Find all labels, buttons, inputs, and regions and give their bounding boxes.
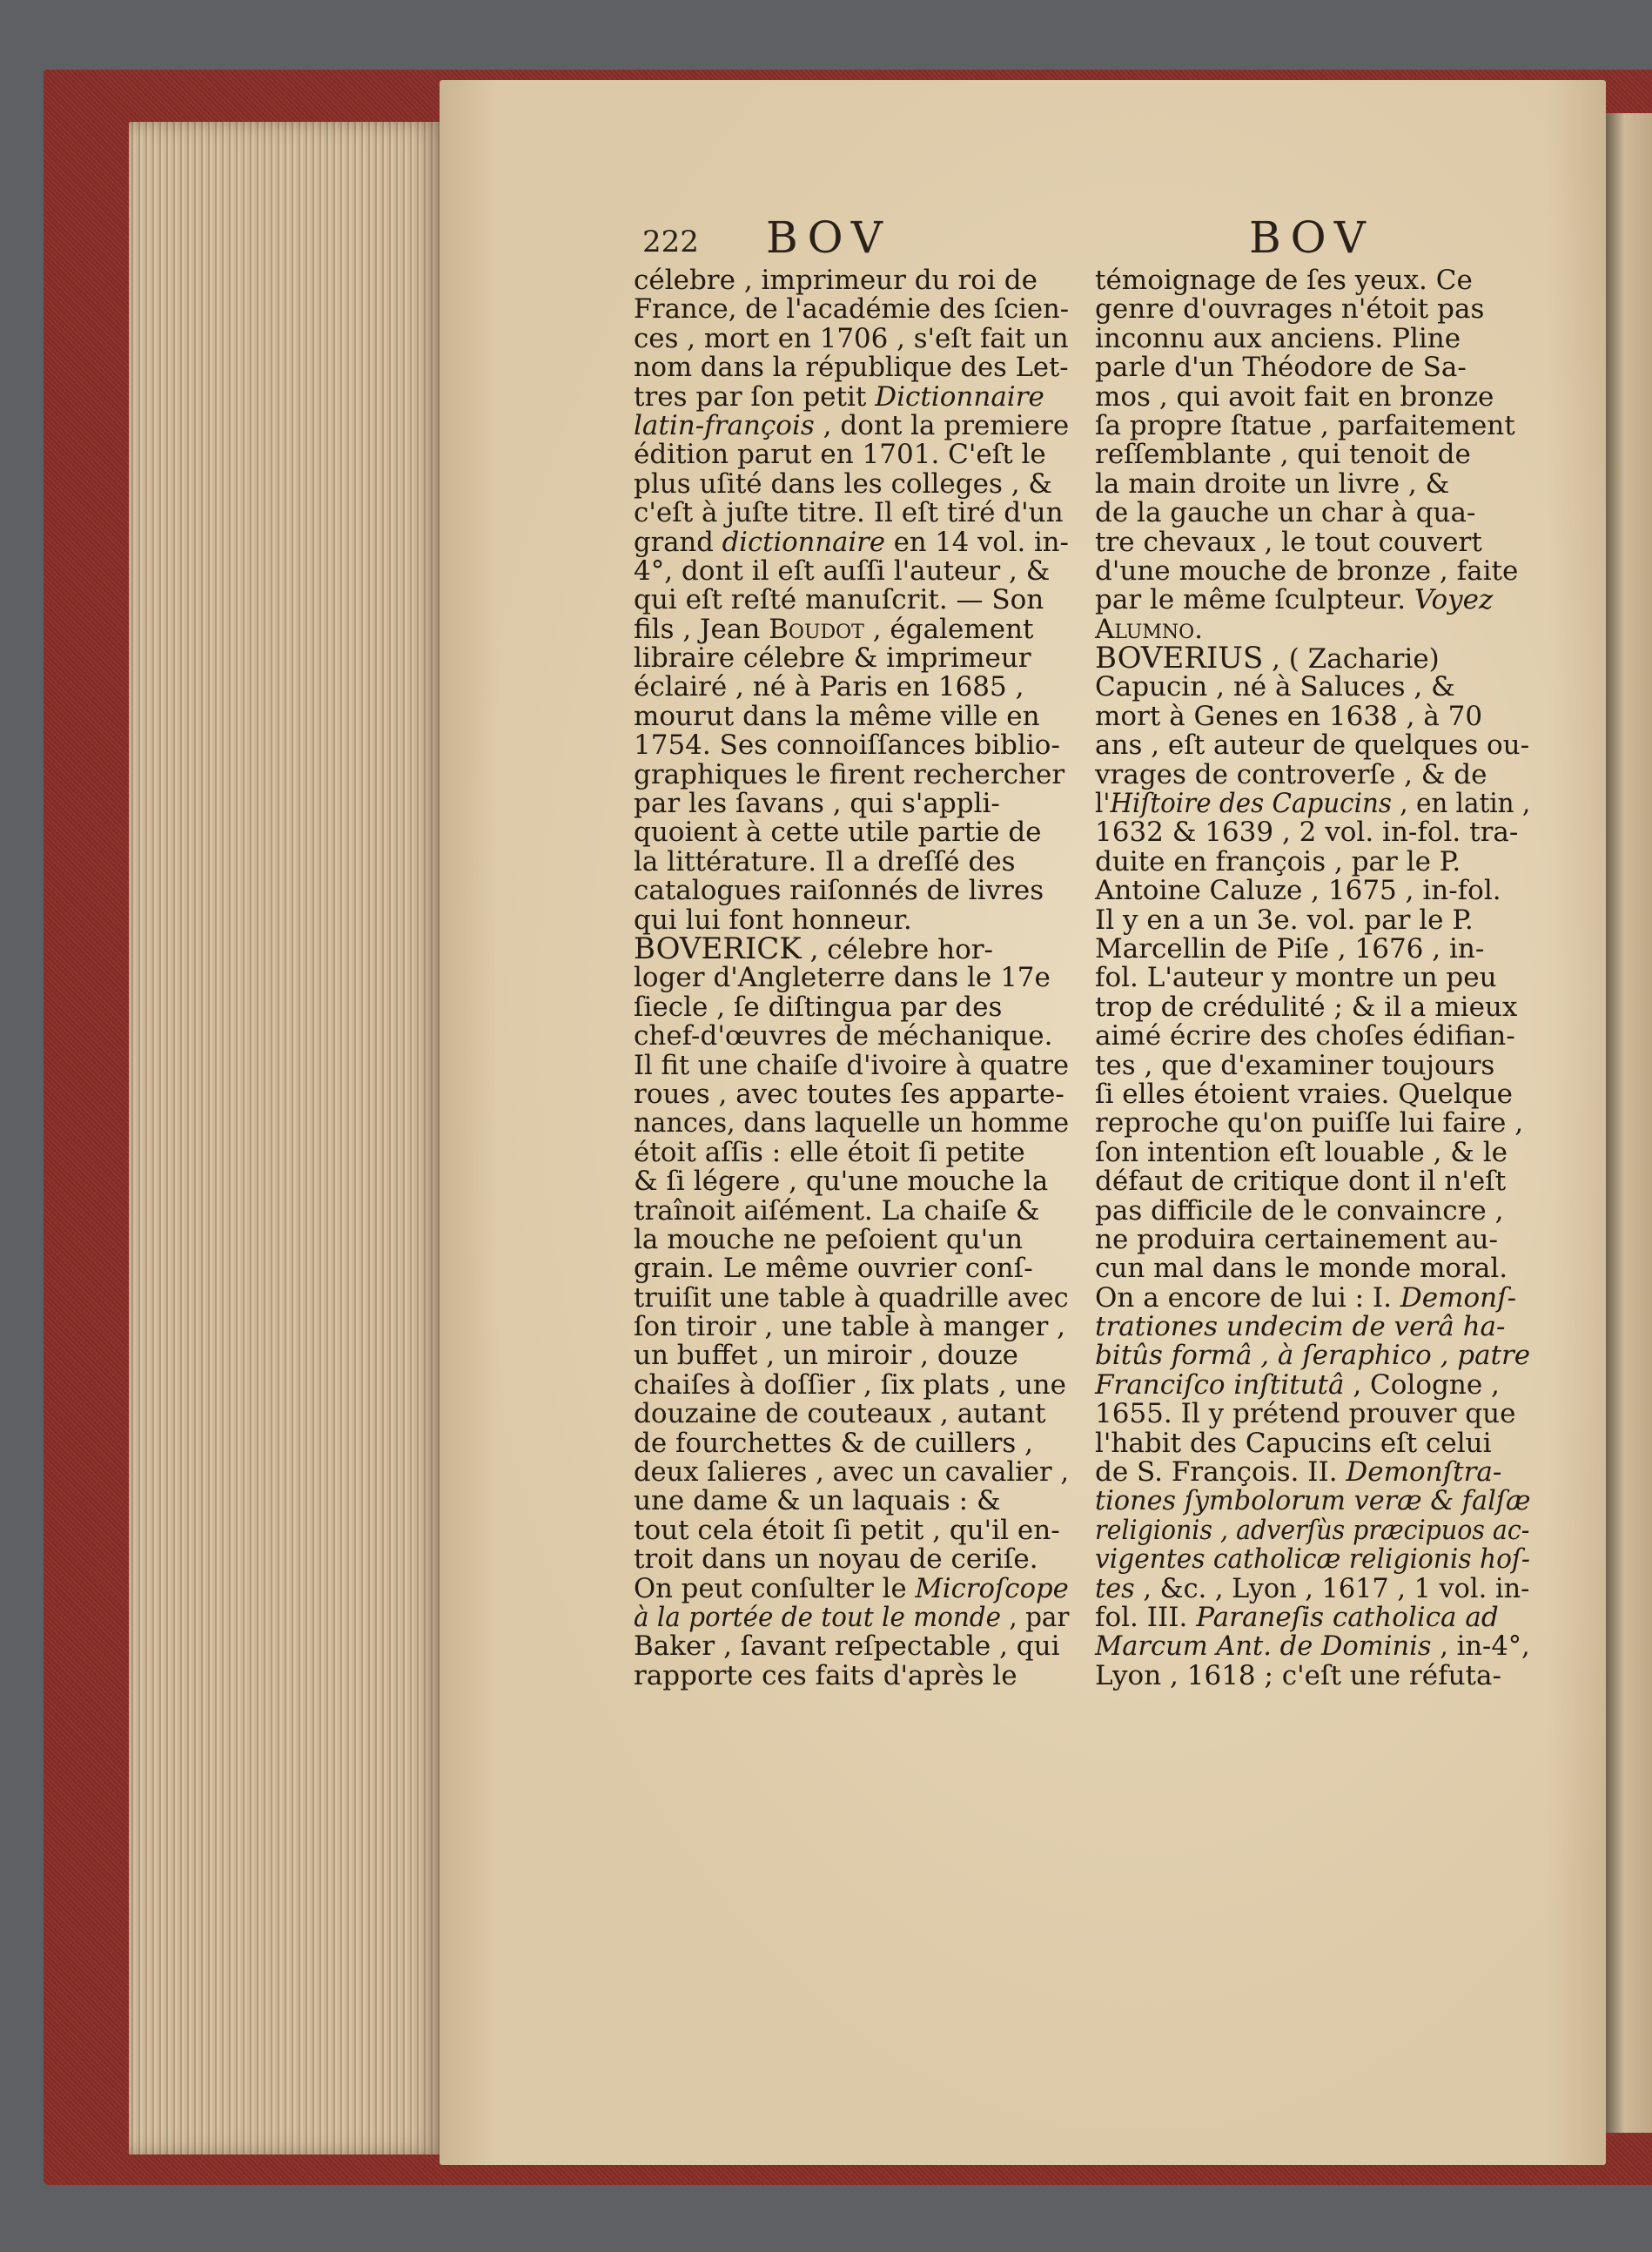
text-line — [1095, 1458, 1530, 1487]
text-line — [1095, 1136, 1530, 1168]
text-run: , dont la premiere — [814, 409, 1070, 441]
text-run: deux ſalieres , avec un cavalier , — [634, 1456, 1070, 1489]
text-run: ne produira certainement au- — [1095, 1223, 1499, 1255]
text-run: religionis , adverſùs præcipuos ac- — [1095, 1514, 1530, 1546]
text-run: , célebre hor- — [801, 933, 994, 965]
text-line — [634, 1368, 1069, 1401]
text-run: une dame & un laquais : & — [634, 1485, 1001, 1517]
text-line — [634, 1545, 1069, 1574]
text-line — [1095, 993, 1530, 1022]
text-run: On peut conſulter le — [634, 1572, 916, 1604]
text-run: tes , que d'examiner toujours — [1095, 1049, 1495, 1081]
text-line — [1095, 731, 1530, 760]
text-run: ans , eſt auteur de quelques ou- — [1095, 729, 1530, 762]
text-line — [634, 1223, 1069, 1255]
text-run: tout cela étoit ſi petit , qu'il en- — [634, 1514, 1060, 1546]
text-line — [634, 1136, 1069, 1168]
text-line — [1095, 788, 1531, 820]
text-run: duite en françois , par le P. — [1095, 845, 1461, 877]
text-line — [634, 440, 1069, 469]
text-line — [1095, 1514, 1530, 1546]
text-line — [634, 1516, 1069, 1545]
text-line — [634, 1281, 1069, 1314]
text-run: aimé écrire des choſes édifian- — [1095, 1020, 1515, 1052]
text-line — [1095, 1313, 1530, 1341]
text-line — [634, 1456, 1070, 1489]
text-line — [634, 1313, 1069, 1341]
text-run: grain. Le même ouvrier conſ- — [634, 1253, 1033, 1285]
text-line — [634, 702, 1069, 731]
text-line — [1095, 906, 1530, 935]
text-run: libraire célebre & imprimeur — [634, 642, 1031, 675]
text-line — [634, 1429, 1069, 1458]
text-run: pas difficile de le convaincre , — [1095, 1194, 1504, 1227]
text-line — [1095, 641, 1530, 676]
text-line — [1095, 1022, 1530, 1051]
text-run: rapporte ces faits d'après le — [634, 1659, 1017, 1691]
text-line — [634, 845, 1069, 877]
text-line — [634, 1107, 1070, 1139]
text-line — [634, 1601, 1070, 1633]
text-run: tiones ſymbolorum veræ & falſæ — [1095, 1485, 1531, 1517]
text-line — [1095, 295, 1530, 324]
text-run: quoient à cette utile partie de — [634, 817, 1042, 849]
text-run: nom dans la république des Let- — [634, 352, 1069, 384]
text-run: de S. François. II. — [1095, 1456, 1346, 1489]
text-run: chaiſes à doſſier , ſix plats , une — [634, 1368, 1066, 1401]
text-run: loger d'Angleterre dans le 17e — [634, 962, 1051, 994]
text-run: qui eſt reſté manuſcrit. — Son — [634, 584, 1044, 616]
text-run: traînoit aiſément. La chaiſe & — [634, 1194, 1040, 1227]
text-run: Microſcope — [915, 1572, 1069, 1604]
text-line — [634, 1632, 1069, 1661]
text-run: Antoine Caluze , 1675 , in-fol. — [1095, 875, 1501, 907]
text-run: , ( Zacharie) — [1263, 643, 1440, 676]
text-run: ſi elles étoient vraies. Quelque — [1095, 1078, 1514, 1110]
text-run: par les ſavans , qui s'appli- — [634, 788, 1000, 820]
text-run: Il y en a un 3e. vol. par le P. — [1095, 904, 1474, 936]
text-run: 1632 & 1639 , 2 vol. in-fol. tra- — [1095, 817, 1519, 849]
text-run: la mouche ne peſoient qu'un — [634, 1223, 1024, 1255]
text-run: tre chevaux , le tout couvert — [1095, 526, 1482, 558]
text-line — [634, 818, 1069, 847]
text-run: troit dans un noyau de ceriſe. — [634, 1543, 1038, 1576]
text-line — [1095, 932, 1530, 965]
text-run: mos , qui avoit fait en bronze — [1095, 380, 1494, 413]
text-run: & ſi légere , qu'une mouche la — [634, 1166, 1049, 1198]
text-run: d'une mouche de bronze , faite — [1095, 555, 1519, 587]
text-run: , Cologne , — [1344, 1368, 1500, 1401]
text-line — [634, 731, 1069, 760]
text-run: ſon intention eſt louable , & le — [1095, 1136, 1508, 1168]
text-run: 1655. Il y prétend prouver que — [1095, 1398, 1516, 1430]
text-run: l'habit des Capucins eſt celui — [1095, 1427, 1492, 1459]
text-line — [634, 557, 1069, 586]
text-run: Il fit une chaiſe d'ivoire à quatre — [634, 1049, 1070, 1081]
text-line — [634, 526, 1069, 558]
running-head-right: BOV — [1249, 212, 1374, 263]
text-run: latin-françois — [634, 409, 815, 441]
text-run: 1754. Ses connoiſſances biblio- — [634, 729, 1060, 762]
text-line — [1095, 1281, 1530, 1314]
text-line — [634, 964, 1069, 992]
text-line — [1095, 1080, 1530, 1109]
text-line — [1095, 758, 1530, 790]
text-run: parle d'un Théodore de Sa- — [1095, 352, 1467, 384]
text-run: , en latin , — [1391, 788, 1531, 820]
text-run: vrages de controverſe , & de — [1095, 758, 1487, 790]
text-run: reproche qu'on puiſſe lui faire , — [1095, 1107, 1524, 1139]
text-line — [634, 615, 1069, 644]
text-line — [1095, 1603, 1530, 1632]
text-run: Paraneſis catholica ad — [1196, 1601, 1499, 1633]
text-line — [634, 1341, 1069, 1370]
text-run: trationes undecim de verâ ha- — [1095, 1311, 1506, 1343]
text-run: graphiques le firent rechercher — [634, 758, 1065, 790]
text-line — [634, 1049, 1070, 1081]
text-run: défaut de critique dont il n'eſt — [1095, 1166, 1507, 1198]
text-line — [1095, 1485, 1531, 1517]
text-run: par le même ſculpteur. — [1095, 584, 1414, 616]
text-line — [1095, 1572, 1530, 1604]
text-line — [1095, 528, 1530, 557]
text-run: Baker , ſavant reſpectable , qui — [634, 1630, 1060, 1663]
text-run: qui lui font honneur. — [634, 904, 912, 936]
text-line — [634, 758, 1069, 790]
text-run: bitûs formâ , à ſeraphico , patre — [1095, 1340, 1531, 1372]
text-line — [634, 1194, 1069, 1227]
text-run: éclairé , né à Paris en 1685 , — [634, 671, 1024, 703]
text-run: France, de l'académie des ſcien- — [634, 293, 1070, 326]
text-run: célebre , imprimeur du roi de — [634, 265, 1038, 296]
page-number: 222 — [642, 225, 699, 259]
text-run: BOVERIUS — [1095, 641, 1264, 676]
text-line — [634, 1080, 1069, 1109]
text-line — [1095, 845, 1530, 877]
right-text-column — [1095, 266, 1530, 1691]
text-line — [1095, 818, 1530, 847]
text-run: Lyon , 1618 ; c'eſt une réfuta- — [1095, 1659, 1501, 1691]
text-run: Marcum Ant. de Dominis — [1095, 1630, 1432, 1663]
text-line — [1095, 1049, 1530, 1081]
text-line — [634, 322, 1069, 354]
text-run: tes — [1095, 1572, 1135, 1604]
text-run: roues , avec toutes ſes apparte- — [634, 1078, 1064, 1110]
text-run: à la portée de tout le monde — [634, 1601, 1002, 1633]
text-line — [634, 1167, 1069, 1196]
text-run: mort à Genes en 1638 , à 70 — [1095, 700, 1483, 732]
text-run: de fourchettes & de cuillers , — [634, 1427, 1034, 1459]
text-run: de la gauche un char à qua- — [1095, 497, 1476, 529]
text-run: Marcellin de Piſe , 1676 , in- — [1095, 932, 1485, 965]
text-run: tres par ſon petit — [634, 380, 876, 413]
text-run: ſa propre ſtatue , parfaitement — [1095, 409, 1515, 441]
text-run: nances, dans laquelle un homme — [634, 1107, 1070, 1139]
text-line — [1095, 1400, 1530, 1429]
text-line — [634, 931, 1069, 966]
text-run: Voyez — [1414, 584, 1494, 616]
text-run: en 14 vol. in- — [884, 526, 1069, 558]
text-line — [1095, 1429, 1530, 1458]
text-line — [1095, 266, 1530, 295]
text-line — [1095, 380, 1530, 413]
text-run: Dictionnaire — [875, 380, 1044, 413]
text-run: catalogues raiſonnés de livres — [634, 875, 1044, 907]
text-line — [1095, 1109, 1530, 1138]
text-line — [634, 673, 1069, 702]
text-line — [1095, 1223, 1530, 1255]
text-run: Hiſtoire des Capucins — [1110, 788, 1392, 820]
text-line — [634, 644, 1069, 673]
text-run: truiſit une table à quadrille avec — [634, 1281, 1069, 1314]
text-run: chef-d'œuvres de méchanique. — [634, 1020, 1053, 1052]
text-run: édition parut en 1701. C'eſt le — [634, 439, 1046, 471]
text-line — [634, 499, 1069, 528]
text-line — [634, 467, 1069, 500]
text-line — [634, 877, 1069, 905]
text-line — [1095, 615, 1530, 644]
text-run: On a encore de lui : I. — [1095, 1281, 1400, 1314]
text-line — [634, 409, 1070, 441]
text-line — [634, 1659, 1069, 1691]
text-line — [634, 1022, 1069, 1051]
text-line — [1095, 1341, 1529, 1370]
text-run: mourut dans la même ville en — [634, 700, 1040, 732]
text-line — [1095, 467, 1530, 500]
text-run: étoit aſſis : elle étoit ſi petite — [634, 1136, 1025, 1168]
text-line — [1095, 673, 1530, 702]
facing-page-edge — [1606, 113, 1652, 2133]
text-line — [634, 790, 1069, 818]
text-line — [634, 266, 1069, 295]
text-run: ces , mort en 1706 , s'eſt fait un — [634, 322, 1069, 354]
text-run: la littérature. Il a dreſſé des — [634, 845, 1016, 877]
text-line — [1095, 1254, 1530, 1283]
text-line — [634, 906, 1069, 935]
text-line — [1095, 1543, 1530, 1576]
text-line — [634, 352, 1069, 384]
text-run: reſſemblante , qui tenoit de — [1095, 439, 1471, 471]
text-run: , par — [1001, 1601, 1070, 1633]
text-run: , également — [863, 613, 1034, 645]
text-run: dictionnaire — [722, 526, 885, 558]
text-line — [634, 1572, 1069, 1604]
text-run: fils , Jean — [634, 613, 769, 645]
text-run: Demonſtra- — [1346, 1456, 1502, 1489]
text-run: inconnu aux anciens. Pline — [1095, 322, 1461, 354]
text-line — [1095, 702, 1530, 731]
text-line — [634, 1400, 1069, 1429]
text-run: cun mal dans le monde moral. — [1095, 1253, 1508, 1285]
text-run: l' — [1095, 788, 1111, 820]
text-run: Capucin , né à Saluces , & — [1095, 671, 1455, 703]
text-line — [1095, 353, 1530, 382]
text-line — [634, 586, 1069, 615]
text-line — [634, 293, 1070, 326]
page-block-edges — [129, 122, 442, 2155]
text-run: Franciſco inſtitutâ — [1095, 1368, 1345, 1401]
text-line — [1095, 322, 1530, 354]
text-line — [634, 993, 1069, 1022]
text-line — [634, 380, 1069, 413]
text-line — [1095, 499, 1530, 528]
text-line — [1095, 877, 1530, 905]
left-text-column — [634, 266, 1069, 1691]
text-run: vigentes catholicæ religionis hoſ- — [1095, 1543, 1530, 1576]
text-run: la main droite un livre , & — [1095, 467, 1450, 500]
text-line — [1095, 1167, 1530, 1196]
text-run: un buffet , un miroir , douze — [634, 1340, 1019, 1372]
text-line — [1095, 1630, 1530, 1663]
text-run: témoignage de ſes yeux. Ce — [1095, 265, 1473, 296]
text-line — [1095, 557, 1530, 586]
text-run: Alumno. — [1095, 613, 1204, 645]
text-run: fol. III. — [1095, 1601, 1197, 1633]
text-line — [1095, 409, 1530, 441]
text-line — [634, 1487, 1069, 1516]
text-line — [1095, 964, 1530, 992]
text-line — [1095, 1368, 1530, 1401]
text-run: trop de crédulité ; & il a mieux — [1095, 991, 1518, 1023]
text-run: douzaine de couteaux , autant — [634, 1398, 1046, 1430]
text-run: plus uſité dans les colleges , & — [634, 467, 1053, 500]
text-line — [1095, 1194, 1530, 1227]
text-run: fol. L'auteur y montre un peu — [1095, 962, 1497, 994]
text-line — [1095, 1659, 1530, 1691]
text-run: ſon tiroir , une table à manger , — [634, 1311, 1066, 1343]
running-head-left: BOV — [766, 212, 891, 263]
text-run: c'eſt à juſte titre. Il eſt tiré d'un — [634, 497, 1064, 529]
text-run: , &c. , Lyon , 1617 , 1 vol. in- — [1134, 1572, 1530, 1604]
text-run: genre d'ouvrages n'étoit pas — [1095, 293, 1485, 326]
text-run: grand — [634, 526, 722, 558]
text-line — [634, 1254, 1069, 1283]
text-line — [1095, 586, 1530, 615]
text-run: , in-4°, — [1431, 1630, 1530, 1663]
text-run: Demonſ- — [1400, 1281, 1517, 1314]
text-run: 4°, dont il eſt auſſi l'auteur , & — [634, 555, 1051, 587]
text-run: ſiecle , ſe diſtingua par des — [634, 991, 1003, 1023]
text-run: BOVERICK — [634, 931, 802, 966]
text-line — [1095, 440, 1530, 469]
text-run: Boudot — [769, 613, 864, 645]
